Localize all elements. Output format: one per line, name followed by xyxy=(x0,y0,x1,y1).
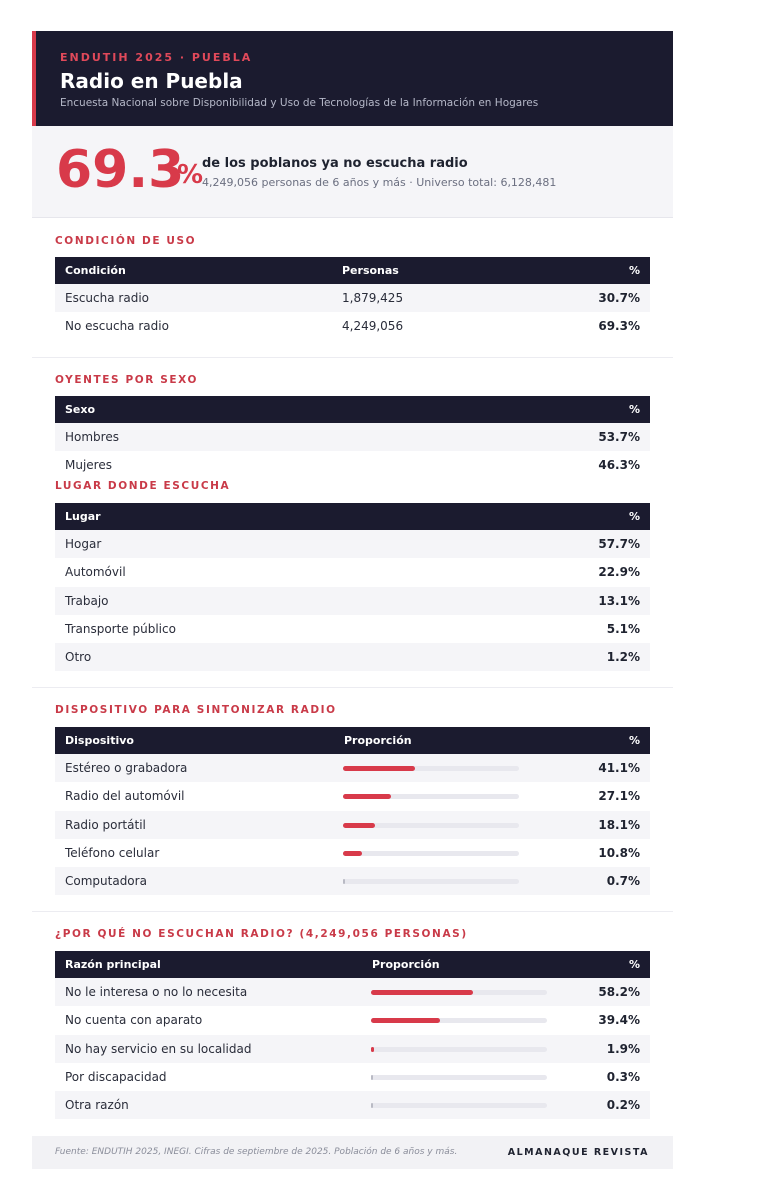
row-label: No escucha radio xyxy=(65,319,169,334)
table-header xyxy=(55,727,650,754)
section-divider xyxy=(32,357,673,358)
report-card xyxy=(32,31,673,1158)
row-label: Otra razón xyxy=(65,1098,129,1113)
table-oyentes-sexo xyxy=(55,396,650,480)
row-percent: 69.3% xyxy=(598,319,640,334)
bar-track xyxy=(371,1047,547,1052)
table-row xyxy=(55,811,650,839)
report-header xyxy=(32,31,673,126)
row-percent: 1.2% xyxy=(606,650,640,665)
column-header: Condición xyxy=(65,264,126,277)
bar-fill xyxy=(343,823,375,828)
row-label: No le interesa o no lo necesita xyxy=(65,985,248,999)
row-label: No cuenta con aparato xyxy=(65,1013,203,1028)
row-percent: 18.1% xyxy=(598,817,640,832)
section-title: DISPOSITIVO PARA SINTONIZAR RADIO xyxy=(55,704,337,716)
table-header xyxy=(55,257,650,284)
table-row xyxy=(55,867,650,895)
row-label: Hombres xyxy=(65,430,119,444)
row-percent: 53.7% xyxy=(598,430,640,444)
table-row xyxy=(55,782,650,810)
row-percent: 0.3% xyxy=(606,1069,640,1084)
column-header: Proporción xyxy=(372,958,440,971)
bar-fill xyxy=(343,851,362,856)
bar-track xyxy=(343,823,519,828)
row-percent: 13.1% xyxy=(598,593,640,608)
bar-track xyxy=(343,879,519,884)
table-row xyxy=(55,615,650,643)
hero-value: 69.3 xyxy=(56,140,185,200)
table-lugar xyxy=(55,503,650,671)
row-percent: 57.7% xyxy=(598,537,640,551)
table-row xyxy=(55,839,650,867)
footer-brand: ALMANAQUE REVISTA xyxy=(507,1147,649,1158)
table-row xyxy=(55,978,650,1006)
table-razon xyxy=(55,951,650,1119)
section-divider xyxy=(32,911,673,912)
column-header: Proporción xyxy=(344,734,412,747)
row-percent: 10.8% xyxy=(598,845,640,860)
section-title: CONDICIÓN DE USO xyxy=(55,235,197,247)
section-title: LUGAR DONDE ESCUCHA xyxy=(55,480,231,492)
row-label: Estéreo o grabadora xyxy=(65,761,188,775)
row-percent: 27.1% xyxy=(598,789,640,804)
row-label: Radio portátil xyxy=(65,817,146,832)
row-percent: 46.3% xyxy=(598,458,640,473)
row-personas: 1,879,425 xyxy=(342,291,404,305)
column-header: % xyxy=(628,403,640,416)
hero-stat xyxy=(32,126,673,218)
bar-track xyxy=(371,1018,547,1023)
bar-track xyxy=(343,851,519,856)
bar-track xyxy=(371,1075,547,1080)
row-label: Computadora xyxy=(65,874,147,889)
table-header xyxy=(55,951,650,978)
hero-unit: % xyxy=(177,160,204,190)
table-row xyxy=(55,312,650,340)
footer-source: Fuente: ENDUTIH 2025, INEGI. Cifras de septiembre de 2025. Población de 6 años y más. xyxy=(55,1147,458,1157)
bar-fill xyxy=(371,1047,374,1052)
row-label: Hogar xyxy=(65,537,102,551)
column-header: % xyxy=(628,264,640,277)
table-condicion-uso xyxy=(55,257,650,341)
bar-track xyxy=(371,990,547,995)
row-label: No hay servicio en su localidad xyxy=(65,1041,252,1056)
table-body xyxy=(55,754,650,895)
section-title: ¿POR QUÉ NO ESCUCHAN RADIO? (4,249,056 PERSONAS) xyxy=(55,928,468,940)
table-row xyxy=(55,754,650,782)
table-row xyxy=(55,558,650,586)
table-dispositivo xyxy=(55,727,650,895)
bar-fill xyxy=(343,766,415,771)
table-header xyxy=(55,503,650,530)
bar-fill xyxy=(371,1018,440,1023)
table-row xyxy=(55,530,650,558)
row-percent: 39.4% xyxy=(598,1013,640,1028)
table-row xyxy=(55,284,650,312)
row-label: Por discapacidad xyxy=(65,1069,167,1084)
bar-track xyxy=(343,766,519,771)
report-footer xyxy=(32,1136,673,1169)
column-header: Dispositivo xyxy=(65,734,134,747)
row-label: Teléfono celular xyxy=(65,845,160,860)
row-percent: 58.2% xyxy=(598,985,640,999)
row-label: Escucha radio xyxy=(65,291,149,305)
row-percent: 30.7% xyxy=(598,291,640,305)
section-divider xyxy=(32,687,673,688)
row-label: Radio del automóvil xyxy=(65,789,185,804)
row-percent: 0.7% xyxy=(606,874,640,889)
row-percent: 41.1% xyxy=(598,761,640,775)
bar-fill xyxy=(343,794,391,799)
header-eyebrow: ENDUTIH 2025 · PUEBLA xyxy=(60,51,253,64)
row-personas: 4,249,056 xyxy=(342,319,404,334)
table-row xyxy=(55,643,650,671)
column-header: Lugar xyxy=(65,510,101,523)
page-title: Radio en Puebla xyxy=(60,69,243,93)
header-accent-bar xyxy=(32,31,36,126)
table-row xyxy=(55,1091,650,1119)
bar-fill xyxy=(343,879,345,884)
column-header: % xyxy=(628,510,640,523)
table-header xyxy=(55,396,650,423)
page-subtitle: Encuesta Nacional sobre Disponibilidad y Uso de Tecnologías de la Información en Hogares xyxy=(60,97,539,109)
column-header: Sexo xyxy=(65,403,96,416)
bar-track xyxy=(371,1103,547,1108)
row-percent: 1.9% xyxy=(606,1041,640,1056)
row-percent: 0.2% xyxy=(606,1098,640,1113)
section-title: OYENTES POR SEXO xyxy=(55,374,199,386)
row-percent: 22.9% xyxy=(598,565,640,580)
table-row xyxy=(55,1006,650,1034)
table-row xyxy=(55,1035,650,1063)
table-body xyxy=(55,978,650,1119)
bar-fill xyxy=(371,990,473,995)
row-percent: 5.1% xyxy=(606,621,640,636)
bar-track xyxy=(343,794,519,799)
bar-fill xyxy=(371,1103,373,1108)
row-label: Transporte público xyxy=(65,621,176,636)
hero-detail: 4,249,056 personas de 6 años y más · Universo total: 6,128,481 xyxy=(202,176,557,189)
bar-fill xyxy=(371,1075,373,1080)
table-row xyxy=(55,423,650,451)
row-label: Mujeres xyxy=(65,458,112,473)
row-label: Automóvil xyxy=(65,565,126,580)
hero-headline: de los poblanos ya no escucha radio xyxy=(202,156,468,171)
column-header: Personas xyxy=(342,264,399,277)
row-label: Trabajo xyxy=(65,593,109,608)
table-row xyxy=(55,451,650,479)
row-label: Otro xyxy=(65,650,92,665)
column-header: % xyxy=(628,958,640,971)
column-header: Razón principal xyxy=(65,958,161,971)
table-row xyxy=(55,1063,650,1091)
column-header: % xyxy=(628,734,640,747)
table-row xyxy=(55,587,650,615)
